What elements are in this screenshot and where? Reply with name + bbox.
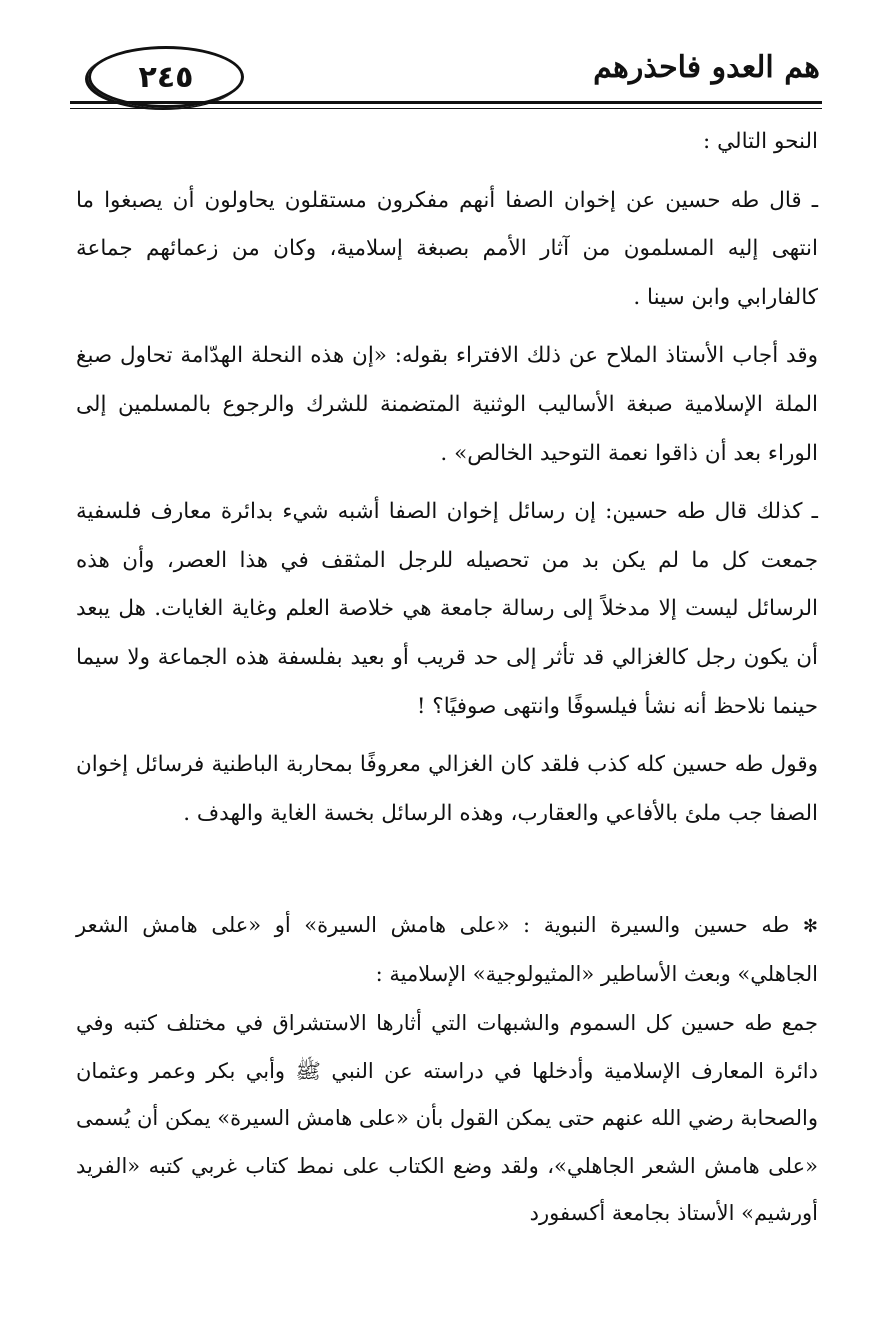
running-title: هم العدو فاحذرهم xyxy=(593,50,820,85)
asterisk-icon: ✻ xyxy=(802,916,818,937)
header-rule xyxy=(70,101,822,104)
footnote-paragraph: جمع طه حسين كل السموم والشبهات التي أثارها الاستشراق في مختلف كتبه وفي دائرة المعارف الإسلامية وأدخلها في دراسته عن النبي ﷺ وأبي بكر وعمر وعثمان والصحابة رضي الله عنهم حتى يمكن القول بأن «على هامش السيرة» يمكن أن يُسمى «على هامش الشعر الجاهلي»، ولقد وضع الكتاب على نمط كتاب غربي كتبه «الفريد أورشيم» الأستاذ بجامعة أكسفورد xyxy=(76,1011,818,1225)
paragraph-intro: النحو التالي : xyxy=(703,129,818,154)
paragraph-reply-1: وقد أجاب الأستاذ الملاح عن ذلك الافتراء بقوله: «إن هذه النحلة الهدّامة تحاول صبغ الملة الإسلامية صبغة الأساليب الوثنية المتضمنة للشرك والرجوع بالمسلمين إلى الوراء بعد أن ذاقوا نعمة التوحيد الخالص» . xyxy=(76,343,818,466)
page-header xyxy=(70,38,822,104)
footnote-heading: طه حسين والسيرة النبوية : «على هامش السيرة» أو «على هامش الشعر الجاهلي» وبعث الأساطير «المثيولوجية» الإسلامية : xyxy=(76,913,818,986)
page-number: ٢٤٥ xyxy=(138,59,194,95)
paragraph-claim-1: ـ قال طه حسين عن إخوان الصفا أنهم مفكرون مستقلون يحاولون أن يصبغوا ما انتهى إليه المسلمون من آثار الأمم بصبغة إسلامية، وكان من زعمائهم جماعة كالفارابي وابن سينا . xyxy=(76,187,818,310)
footnote-heading-line xyxy=(76,902,818,998)
footnote-section xyxy=(76,902,818,1238)
body-text xyxy=(76,118,818,848)
paragraph-reply-2: وقول طه حسين كله كذب فلقد كان الغزالي معروفًا بمحاربة الباطنية فرسائل إخوان الصفا جب ملئ بالأفاعي والعقارب، وهذه الرسائل بخسة الغاية والهدف . xyxy=(76,752,818,826)
paragraph-claim-2: ـ كذلك قال طه حسين: إن رسائل إخوان الصفا أشبه شيء بدائرة معارف فلسفية جمعت كل ما لم يكن بد من تحصيله للرجل المثقف في هذا العصر، وأن هذه الرسائل ليست إلا مدخلاً إلى رسالة جامعة هي خلاصة العلم وغاية الغايات. هل يبعد أن يكون رجل كالغزالي قد تأثر إلى حد قريب أو بعيد بفلسفة هذه الجماعة ولا سيما حينما نلاحظ أنه نشأ فيلسوفًا وانتهى صوفيًا؟ ! xyxy=(76,499,818,719)
header-rule-thin xyxy=(70,108,822,109)
page-number-frame xyxy=(88,46,244,108)
